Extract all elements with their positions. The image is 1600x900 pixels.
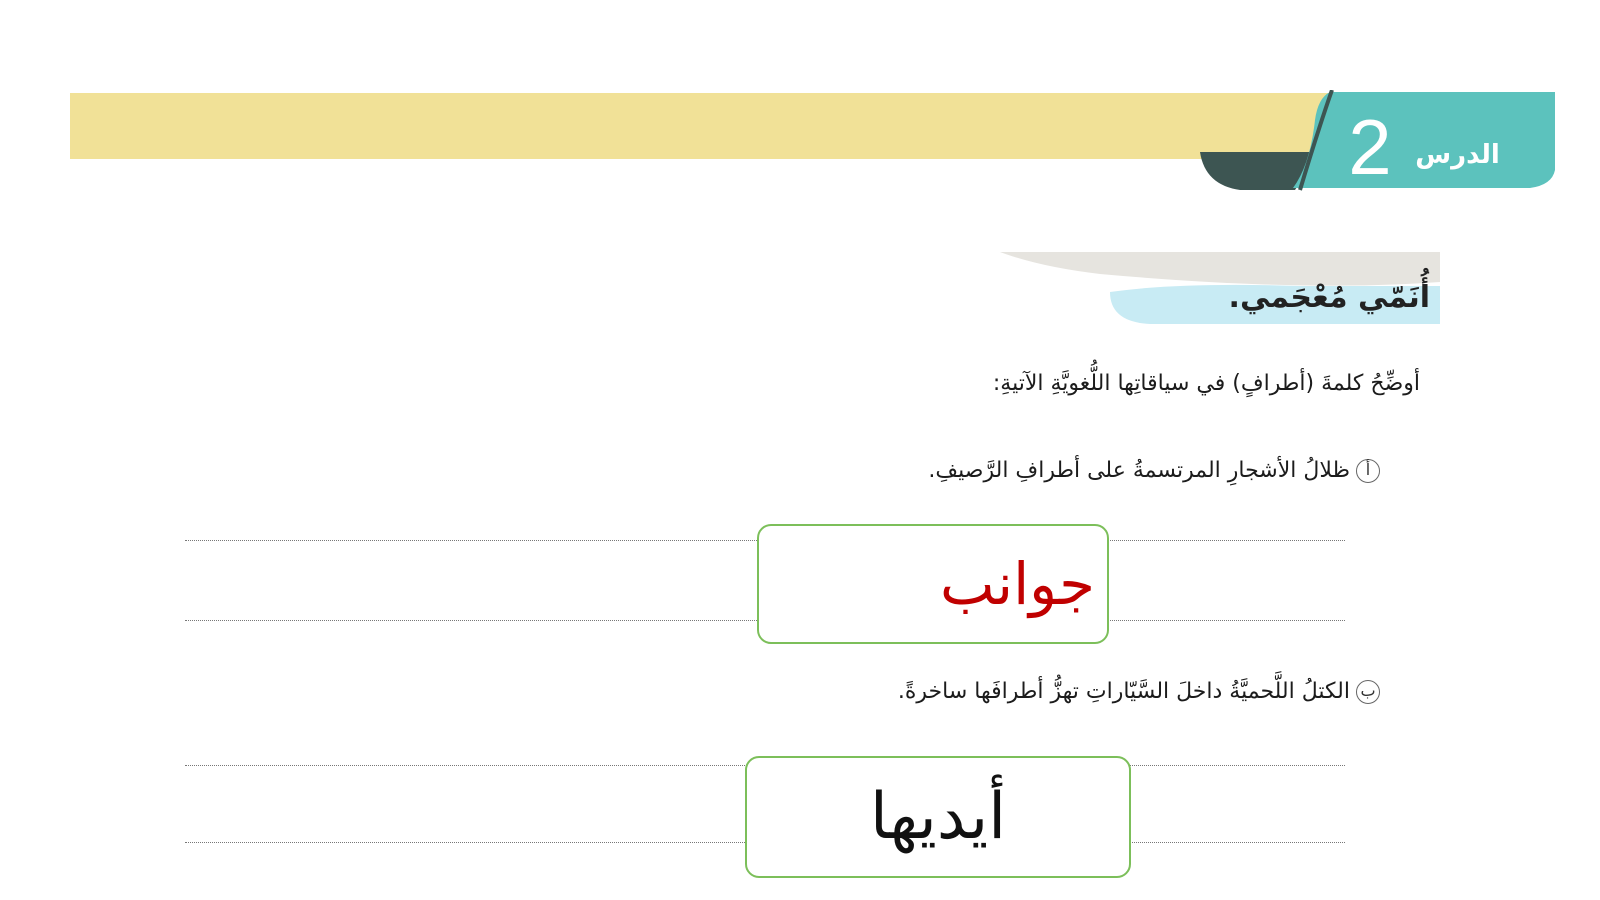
- question-1-marker: أ: [1356, 459, 1380, 483]
- lesson-label: الدرس: [1415, 140, 1500, 170]
- answer-box-1[interactable]: [757, 524, 1109, 644]
- question-1: [600, 455, 1380, 487]
- question-2: [600, 676, 1380, 708]
- answer-2-text: أيديها: [870, 780, 1006, 854]
- instruction-text: أوضِّحُ كلمةَ (أطرافٍ) في سياقاتِها اللُّغويَّةِ الآتيةِ:: [992, 371, 1420, 396]
- header-band: [70, 93, 1340, 159]
- lesson-number: 2: [1348, 103, 1392, 191]
- question-2-marker: ب: [1356, 680, 1380, 704]
- question-2-text: الكتلُ اللَّحميَّةُ داخلَ السَّيّاراتِ تهزُّ أطرافَها ساخرةً.: [897, 679, 1350, 704]
- answer-1-text: جوانب: [939, 550, 1095, 618]
- section-title: أُنَمّي مُعْجَمي.: [1228, 280, 1430, 315]
- question-1-text: ظلالُ الأشجارِ المرتسمةُ على أطرافِ الرَّصيفِ.: [928, 458, 1350, 483]
- answer-box-2[interactable]: [745, 756, 1131, 878]
